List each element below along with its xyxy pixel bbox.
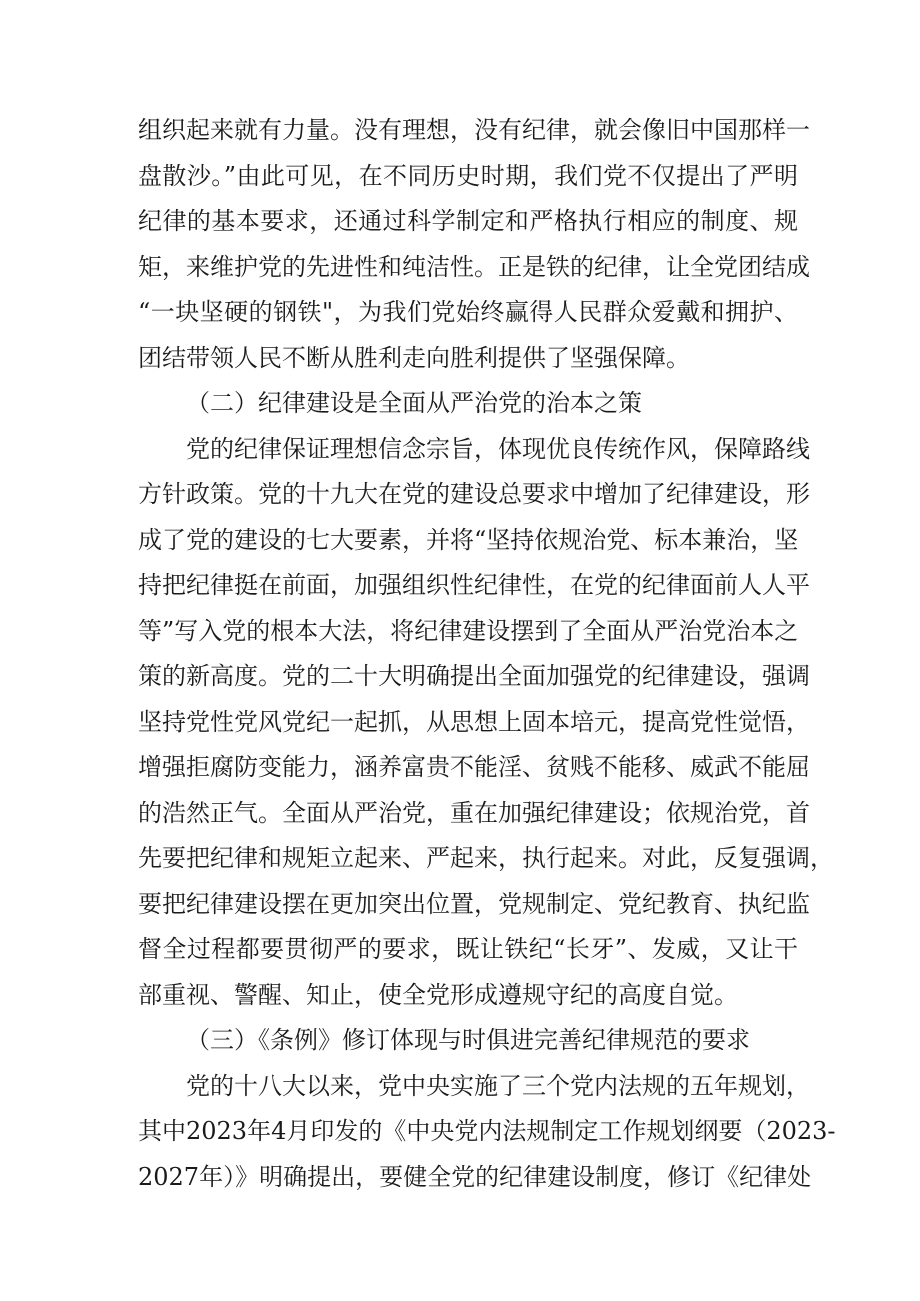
text-line-18: 要把纪律建设摆在更加突出位置，党规制定、党纪教育、执纪监 — [138, 889, 810, 918]
text-line-5: “一块坚硬的钢铁"，为我们党始终赢得人民群众爱戴和拥护、 — [138, 298, 798, 326]
text-line-14: 坚持党性党风党纪一起抓，从思想上固本培元，提高党性觉悟， — [138, 707, 810, 736]
document-body — [138, 108, 836, 1200]
text-line-8: 党的纪律保证理想信念宗旨，体现优良传统作风，保障路线 — [186, 434, 810, 463]
section-heading-3: （三）《条例》修订体现与时俱进完善纪律规范的要求 — [186, 1026, 750, 1054]
text-line-1: 组织起来就有力量。没有理想，没有纪律，就会像旧中国那样一 — [138, 116, 810, 144]
text-line-16: 的浩然正气。全面从严治党，重在加强纪律建设；依规治党，首 — [138, 798, 810, 827]
text-line-2: 盘散沙。”由此可见，在不同历史时期，我们党不仅提出了严明 — [138, 161, 798, 190]
text-line-19: 督全过程都要贯彻严的要求，既让铁纪“长牙”、发威，又让干 — [138, 935, 798, 963]
text-line-17: 先要把纪律和规矩立起来、严起来，执行起来。对此，反复强调， — [138, 844, 834, 872]
text-line-11: 持把纪律挺在前面，加强组织性纪律性，在党的纪律面前人人平 — [138, 571, 810, 599]
text-line-24: 2027年）》明确提出，要健全党的纪律建设制度，修订《纪律处 — [138, 1162, 812, 1191]
text-line-6: 团结带领人民不断从胜利走向胜利提供了坚强保障。 — [138, 343, 690, 372]
text-line-4: 矩，来维护党的先进性和纯洁性。正是铁的纪律，让全党团结成 — [138, 252, 810, 281]
text-line-15: 增强拒腐防变能力，涵养富贵不能淫、贫贱不能移、威武不能屈 — [138, 753, 810, 781]
section-heading-2: （二）纪律建设是全面从严治党的治本之策 — [186, 389, 642, 417]
text-line-13: 策的新高度。党的二十大明确提出全面加强党的纪律建设，强调 — [138, 662, 810, 690]
text-line-22: 党的十八大以来，党中央实施了三个党内法规的五年规划， — [186, 1071, 810, 1100]
text-line-3: 纪律的基本要求，还通过科学制定和严格执行相应的制度、规 — [138, 207, 798, 235]
text-line-10: 成了党的建设的七大要素，并将“坚持依规治党、标本兼治，坚 — [138, 525, 799, 554]
text-line-12: 等”写入党的根本大法，将纪律建设摆到了全面从严治党治本之 — [138, 616, 799, 645]
text-line-20: 部重视、警醒、知止，使全党形成遵规守纪的高度自觉。 — [138, 980, 738, 1009]
text-line-23: 其中2023年4月印发的《中央党内法规制定工作规划纲要（2023- — [138, 1117, 836, 1145]
text-line-9: 方针政策。党的十九大在党的建设总要求中增加了纪律建设，形 — [138, 480, 810, 508]
